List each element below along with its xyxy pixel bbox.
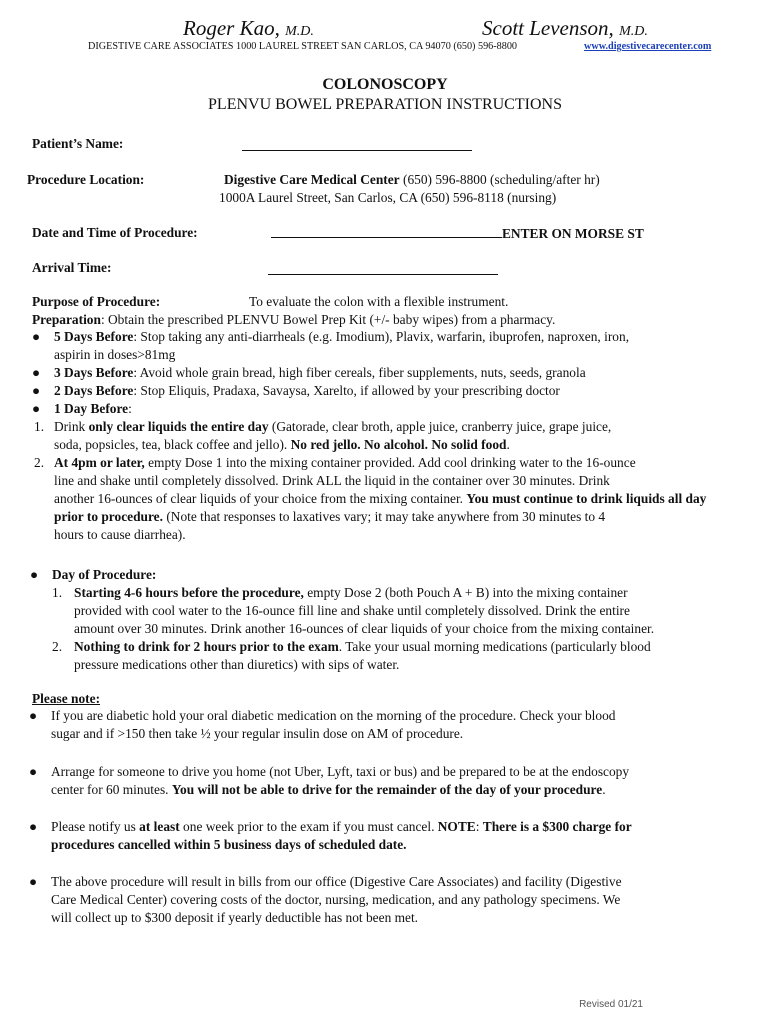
note2-bold: You will not be able to drive for the remainder of the day of your procedure — [171, 782, 603, 797]
step1-bold2: No red jello. No alcohol. No solid food — [290, 437, 507, 452]
step1-bold: only clear liquids the entire day — [88, 419, 269, 434]
step-number: 1. — [34, 419, 45, 434]
note-cancel — [29, 818, 759, 854]
note-billing — [29, 873, 759, 927]
list-item — [30, 566, 750, 584]
preparation-line — [32, 311, 555, 329]
step-number: 2. — [34, 455, 45, 470]
date-time-note: ENTER ON MORSE ST — [502, 226, 644, 241]
note2-end: . — [602, 782, 606, 797]
list-item — [29, 818, 759, 836]
dayof-step1-text: empty Dose 2 (both Pouch A + B) into the mixing container — [303, 585, 628, 600]
bullet-icon: ● — [29, 708, 38, 723]
procedure-location-line1 — [224, 171, 600, 189]
step1-text: (Gatorade, clear broth, apple juice, cranberry juice, grape juice, — [268, 419, 612, 434]
list-item — [29, 873, 759, 891]
step2-line4 — [32, 508, 752, 526]
note1-line2: sugar and if >150 then take ½ your regular insulin dose on AM of procedure. — [51, 726, 464, 741]
note4-line2: Care Medical Center) covering costs of the doctor, nursing, medication, and any pathology specimens. We — [51, 892, 621, 907]
note4-line1: The above procedure will result in bills from our office (Digestive Care Associates) and facility (Digestive — [51, 874, 622, 889]
preparation-label: Preparation — [32, 312, 101, 327]
purpose-label: Purpose of Procedure: — [32, 294, 161, 309]
step2-line5: hours to cause diarrhea). — [54, 527, 186, 542]
list-item — [32, 400, 752, 418]
three-days-label: 3 Days Before — [54, 365, 134, 380]
note1-line1: If you are diabetic hold your oral diabetic medication on the morning of the procedure. Check your blood — [51, 708, 616, 723]
note2-line1: Arrange for someone to drive you home (not Uber, Lyft, taxi or bus) and be prepared to be at the endoscopy — [51, 764, 630, 779]
list-item — [29, 763, 759, 781]
note4-line3: will collect up to $300 deposit if yearly deductible has not been met. — [51, 910, 419, 925]
list-item — [30, 638, 750, 656]
list-item — [32, 364, 752, 382]
two-days-text: : Stop Eliquis, Pradaxa, Savaysa, Xarelto, if allowed by your prescribing doctor — [133, 383, 560, 398]
three-days-text: : Avoid whole grain bread, high fiber cereals, fiber supplements, nuts, seeds, granola — [133, 365, 586, 380]
list-item — [29, 707, 749, 725]
date-time-blank[interactable] — [271, 224, 502, 238]
step2-line4-text: (Note that responses to laxatives vary; it may take anywhere from 30 minutes to 4 — [162, 509, 606, 524]
five-days-text-cont: aspirin in doses>81mg — [54, 347, 176, 362]
date-time-field — [271, 224, 644, 243]
list-item — [32, 382, 752, 400]
bullet-icon: ● — [32, 401, 41, 416]
note2-line2 — [29, 781, 759, 799]
day-of-label: Day of Procedure: — [52, 567, 157, 582]
bullet-icon: ● — [32, 365, 41, 380]
note3-pre: Please notify us — [51, 819, 140, 834]
bullet-icon: ● — [29, 819, 38, 834]
bullet-icon: ● — [32, 383, 41, 398]
note3-bold2: There is a $300 charge for — [482, 819, 632, 834]
preparation-text: : Obtain the prescribed PLENVU Bowel Prep Kit (+/- baby wipes) from a pharmacy. — [100, 312, 556, 327]
step2-bold3: You must continue to drink liquids all day — [466, 491, 707, 506]
list-item — [30, 584, 750, 602]
website-link[interactable]: www.digestivecarecenter.com — [584, 41, 712, 52]
note3-line2: procedures cancelled within 5 business days of scheduled date. — [51, 837, 407, 852]
days-before-list — [32, 328, 752, 544]
note3-note: NOTE — [437, 819, 476, 834]
practice-address: DIGESTIVE CARE ASSOCIATES 1000 LAUREL STREET SAN CARLOS, CA 94070 (650) 596-8800 — [88, 41, 518, 52]
step1-pre: Drink — [54, 419, 89, 434]
arrival-time-label: Arrival Time: — [32, 260, 112, 275]
step2-text: empty Dose 1 into the mixing container provided. Add cool drinking water to the 16-ounce — [144, 455, 636, 470]
note-diabetic — [29, 707, 749, 743]
bullet-icon: ● — [29, 874, 38, 889]
doctor-1-surname: Roger Kao, — [183, 16, 280, 40]
dayof-step1-bold: Starting 4-6 hours before the procedure, — [74, 585, 304, 600]
step2-line3-text: another 16-ounces of clear liquids of your choice from the mixing container. — [54, 491, 467, 506]
dayof-step2-text: . Take your usual morning medications (particularly blood — [338, 639, 651, 654]
bullet-icon: ● — [32, 329, 41, 344]
patient-name-blank[interactable] — [242, 137, 472, 151]
step1-line2 — [32, 436, 752, 454]
one-day-colon: : — [128, 401, 132, 416]
one-day-label: 1 Day Before — [54, 401, 129, 416]
step2-line3 — [32, 490, 752, 508]
day-of-procedure-section — [30, 566, 750, 674]
dayof-step1-line2: provided with cool water to the 16-ounce fill line and shake until completely dissolved. Drink the entire — [74, 603, 630, 618]
dayof-step2-line2: pressure medications other than diuretics) with sips of water. — [74, 657, 400, 672]
two-days-label: 2 Days Before — [54, 383, 134, 398]
step-number: 1. — [52, 585, 63, 600]
procedure-location-line2: 1000A Laurel Street, San Carlos, CA (650) 596-8118 (nursing) — [219, 190, 557, 205]
list-item — [32, 328, 752, 346]
page-title: COLONOSCOPY — [322, 76, 448, 93]
five-days-text: : Stop taking any anti-diarrheals (e.g. Imodium), Plavix, warfarin, ibuprofen, naproxen, iron, — [133, 329, 630, 344]
note3-colon: : — [475, 819, 483, 834]
list-item — [32, 454, 752, 472]
purpose-text: To evaluate the colon with a flexible instrument. — [249, 294, 509, 309]
date-time-label: Date and Time of Procedure: — [32, 225, 198, 240]
doctor-1-credential: M.D. — [285, 24, 314, 39]
note3-text: one week prior to the exam if you must cancel. — [179, 819, 438, 834]
bullet-icon: ● — [29, 764, 38, 779]
note2-line2-text: center for 60 minutes. — [51, 782, 172, 797]
procedure-location-label: Procedure Location: — [27, 172, 145, 187]
location-name: Digestive Care Medical Center — [224, 172, 400, 187]
dayof-step1-line3: amount over 30 minutes. Drink another 16-ounces of clear liquids of your choice from the mixing container. — [74, 621, 655, 636]
location-phone: (650) 596-8800 (scheduling/after hr) — [403, 172, 600, 187]
dayof-step2-bold: Nothing to drink for 2 hours prior to the exam — [74, 639, 339, 654]
arrival-time-blank[interactable] — [268, 261, 498, 275]
step2-bold4: prior to procedure. — [54, 509, 163, 524]
note3-bold: at least — [139, 819, 180, 834]
please-note-label: Please note: — [32, 691, 101, 706]
patient-name-label: Patient’s Name: — [32, 136, 124, 151]
bullet-icon: ● — [30, 567, 39, 582]
note-driver — [29, 763, 759, 799]
doctor-2-credential: M.D. — [619, 24, 648, 39]
step1-line2-text: soda, popsicles, tea, black coffee and jello). — [54, 437, 291, 452]
list-item — [32, 418, 752, 436]
page-subtitle: PLENVU BOWEL PREPARATION INSTRUCTIONS — [208, 96, 562, 113]
revision-date: Revised 01/21 — [579, 999, 643, 1010]
step1-end: . — [506, 437, 510, 452]
step-number: 2. — [52, 639, 63, 654]
five-days-label: 5 Days Before — [54, 329, 134, 344]
step2-bold: At 4pm or later, — [54, 455, 145, 470]
step2-line2: line and shake until completely dissolved. Drink ALL the liquid in the container over 30 minutes. Drink — [54, 473, 610, 488]
doctor-2-surname: Scott Levenson, — [482, 16, 614, 40]
